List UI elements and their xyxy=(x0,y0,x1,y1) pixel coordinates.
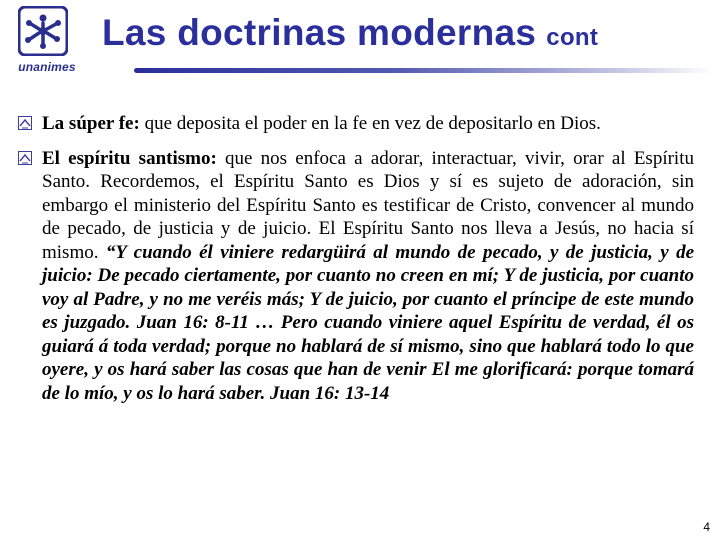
unanimes-logo-mark-icon xyxy=(18,6,68,56)
bullet-lead: La súper fe: xyxy=(42,113,140,134)
bullet-text xyxy=(42,147,694,406)
title-main: Las doctrinas modernas xyxy=(102,12,537,53)
bullet-square-icon xyxy=(18,151,32,165)
page-number: 4 xyxy=(703,520,710,534)
logo xyxy=(10,6,82,76)
bullet-body: que nos enfoca a adorar, interactuar, vivir, orar al Espíritu Santo. Recordemos, el Espíritu Santo es Dios y sí es sujeto de adoración, sin embargo el ministerio del Espíritu Santo es testificar de Cristo, convencer al mundo de pecado, de justicia y de juicio. El Espíritu Santo nos lleva a Jesús, no hacia sí mismo. xyxy=(42,147,694,263)
bullet-text xyxy=(42,112,694,136)
slide-title xyxy=(102,12,598,54)
title-underline xyxy=(134,68,712,73)
bullet-lead: El espíritu santismo: xyxy=(42,147,217,169)
logo-text: unanimes xyxy=(18,60,76,74)
bullet-item xyxy=(18,112,694,136)
slide-content xyxy=(18,112,694,405)
bullet-body: que deposita el poder en la fe en vez de depositarlo en Dios. xyxy=(139,113,601,134)
title-suffix: cont xyxy=(546,24,599,51)
bullet-item xyxy=(18,147,694,406)
bible-quote: “Y cuando él viniere redargüirá al mundo de pecado, y de justicia, y de juicio: De pecado ciertamente, por cuanto no creen en mí; Y de justicia, por cuanto voy al Padre, y no me veréis más; Y de juicio, por cuanto el príncipe de este mundo es juzgado. Juan 16: 8-11 … Pero cuando viniere aquel Espíritu de verdad, él os guiará á toda verdad; porque no hablará de sí mismo, sino que hablará todo lo que oyere, y os hará saber las cosas que han de venir El me glorificará: porque tomará de lo mío, y os lo hará saber. Juan 16: 13-14 xyxy=(42,241,694,404)
bullet-square-icon xyxy=(18,116,32,130)
